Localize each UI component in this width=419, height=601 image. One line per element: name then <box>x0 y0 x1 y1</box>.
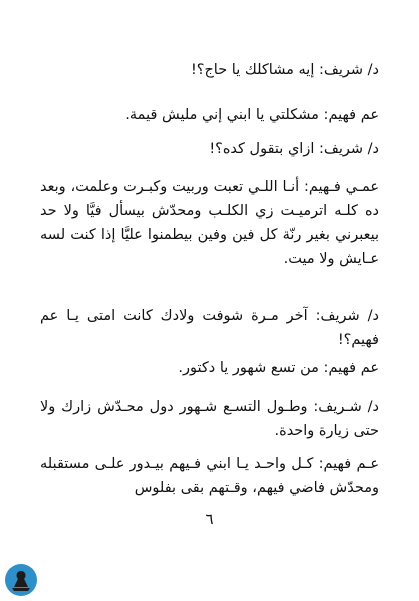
page-number: ٦ <box>205 510 214 528</box>
dialogue-line-3: د/ شريف: ازاي بتقول كده؟! <box>209 141 379 157</box>
dialogue-line-6: عم فهيم: من تسع شهور يا دكتور. <box>178 360 379 376</box>
dialogue-paragraph-8: عـم فهيم: كـل واحـد يـا ابني فـيهم بيـدور علـى مستقبله ومحدّش فاضي فيهم، وقـتهم بقى بفلوس <box>40 456 379 496</box>
dialogue-line-2: عم فهيم: مشكلتي يا ابني إني مليش قيمة. <box>125 107 379 123</box>
dialogue-line-1: د/ شريف: إيه مشاكلك يا حاج؟! <box>190 62 379 78</box>
reading-figure-logo-icon <box>4 563 38 597</box>
dialogue-paragraph-4: عمـي فـهيم: أنـا اللـي تعبت وربيت وكبـرت وعلمت، وبعد ده كلـه اترميـت زي الكلـب ومحدّش بيسأل فيَّا ولا حد بيعبرني بغير رنّة كل فين وفين بيطمنوا عليَّا إذا كنت لسه عـايش ولا ميت. <box>40 179 379 267</box>
dialogue-paragraph-7: د/ شـريف: وطـول التسـع شـهور دول محـدّش زارك ولا حتى زيارة واحدة. <box>40 399 379 439</box>
dialogue-paragraph-5: د/ شريف: آخر مـرة شوفت ولادك كانت امتى يـا عم فهيم؟! <box>40 308 379 348</box>
